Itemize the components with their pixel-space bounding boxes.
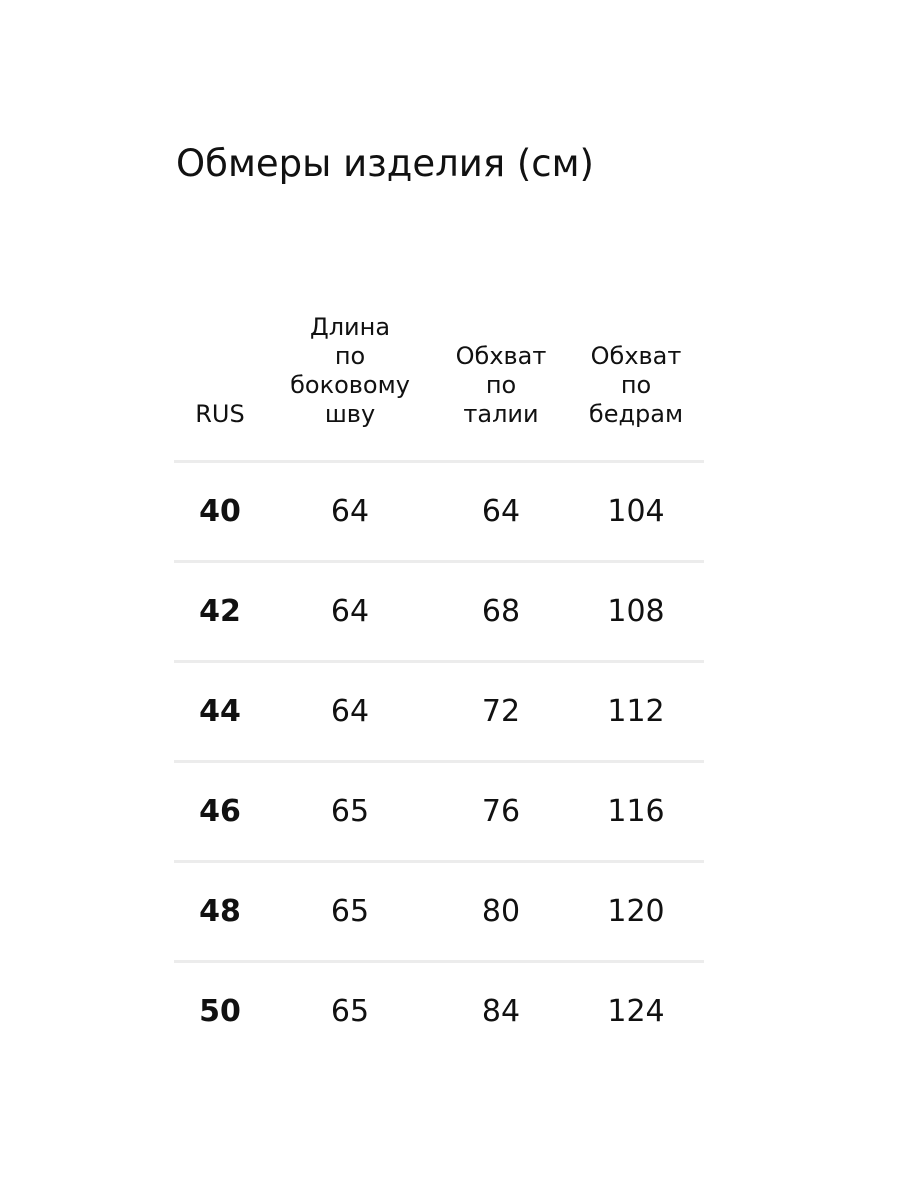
- header-text: по: [620, 371, 652, 399]
- cell-hips: 120: [607, 894, 665, 929]
- cell-side-seam-length: 64: [330, 694, 370, 729]
- cell-hips: 104: [607, 494, 665, 529]
- cell-waist: 76: [481, 794, 521, 829]
- header-text: бедрам: [588, 400, 684, 428]
- table-header-row: [174, 300, 704, 463]
- table-row: [174, 463, 704, 563]
- header-rus: [174, 400, 266, 460]
- cell-hips: 116: [607, 794, 665, 829]
- page-title: Обмеры изделия (см): [176, 142, 594, 185]
- header-text: по: [485, 371, 517, 399]
- header-hips: [568, 342, 704, 460]
- table-row: [174, 663, 704, 763]
- cell-hips: 124: [607, 994, 665, 1029]
- header-text: талии: [463, 400, 539, 428]
- cell-side-seam-length: 65: [330, 894, 370, 929]
- header-waist: [434, 342, 568, 460]
- cell-waist: 80: [481, 894, 521, 929]
- cell-waist: 84: [481, 994, 521, 1029]
- table-row: [174, 763, 704, 863]
- table-row: [174, 963, 704, 1060]
- cell-rus-size: 46: [199, 794, 241, 829]
- cell-side-seam-length: 65: [330, 794, 370, 829]
- cell-waist: 72: [481, 694, 521, 729]
- cell-waist: 68: [481, 594, 521, 629]
- cell-rus-size: 40: [199, 494, 241, 529]
- cell-rus-size: 48: [199, 894, 241, 929]
- header-text: Обхват: [590, 342, 682, 370]
- table-row: [174, 863, 704, 963]
- header-text: шву: [324, 400, 376, 428]
- header-text: боковому: [290, 371, 410, 399]
- cell-rus-size: 50: [199, 994, 241, 1029]
- cell-rus-size: 44: [199, 694, 241, 729]
- header-side-seam-length: [266, 313, 434, 460]
- cell-waist: 64: [481, 494, 521, 529]
- cell-hips: 108: [607, 594, 665, 629]
- table-row: [174, 563, 704, 663]
- cell-side-seam-length: 65: [330, 994, 370, 1029]
- cell-hips: 112: [607, 694, 665, 729]
- header-text: Обхват: [455, 342, 547, 370]
- cell-rus-size: 42: [199, 594, 241, 629]
- size-table: [174, 300, 704, 1060]
- cell-side-seam-length: 64: [330, 494, 370, 529]
- header-text: RUS: [195, 400, 245, 428]
- header-text: по: [334, 342, 366, 370]
- header-text: Длина: [309, 313, 391, 341]
- cell-side-seam-length: 64: [330, 594, 370, 629]
